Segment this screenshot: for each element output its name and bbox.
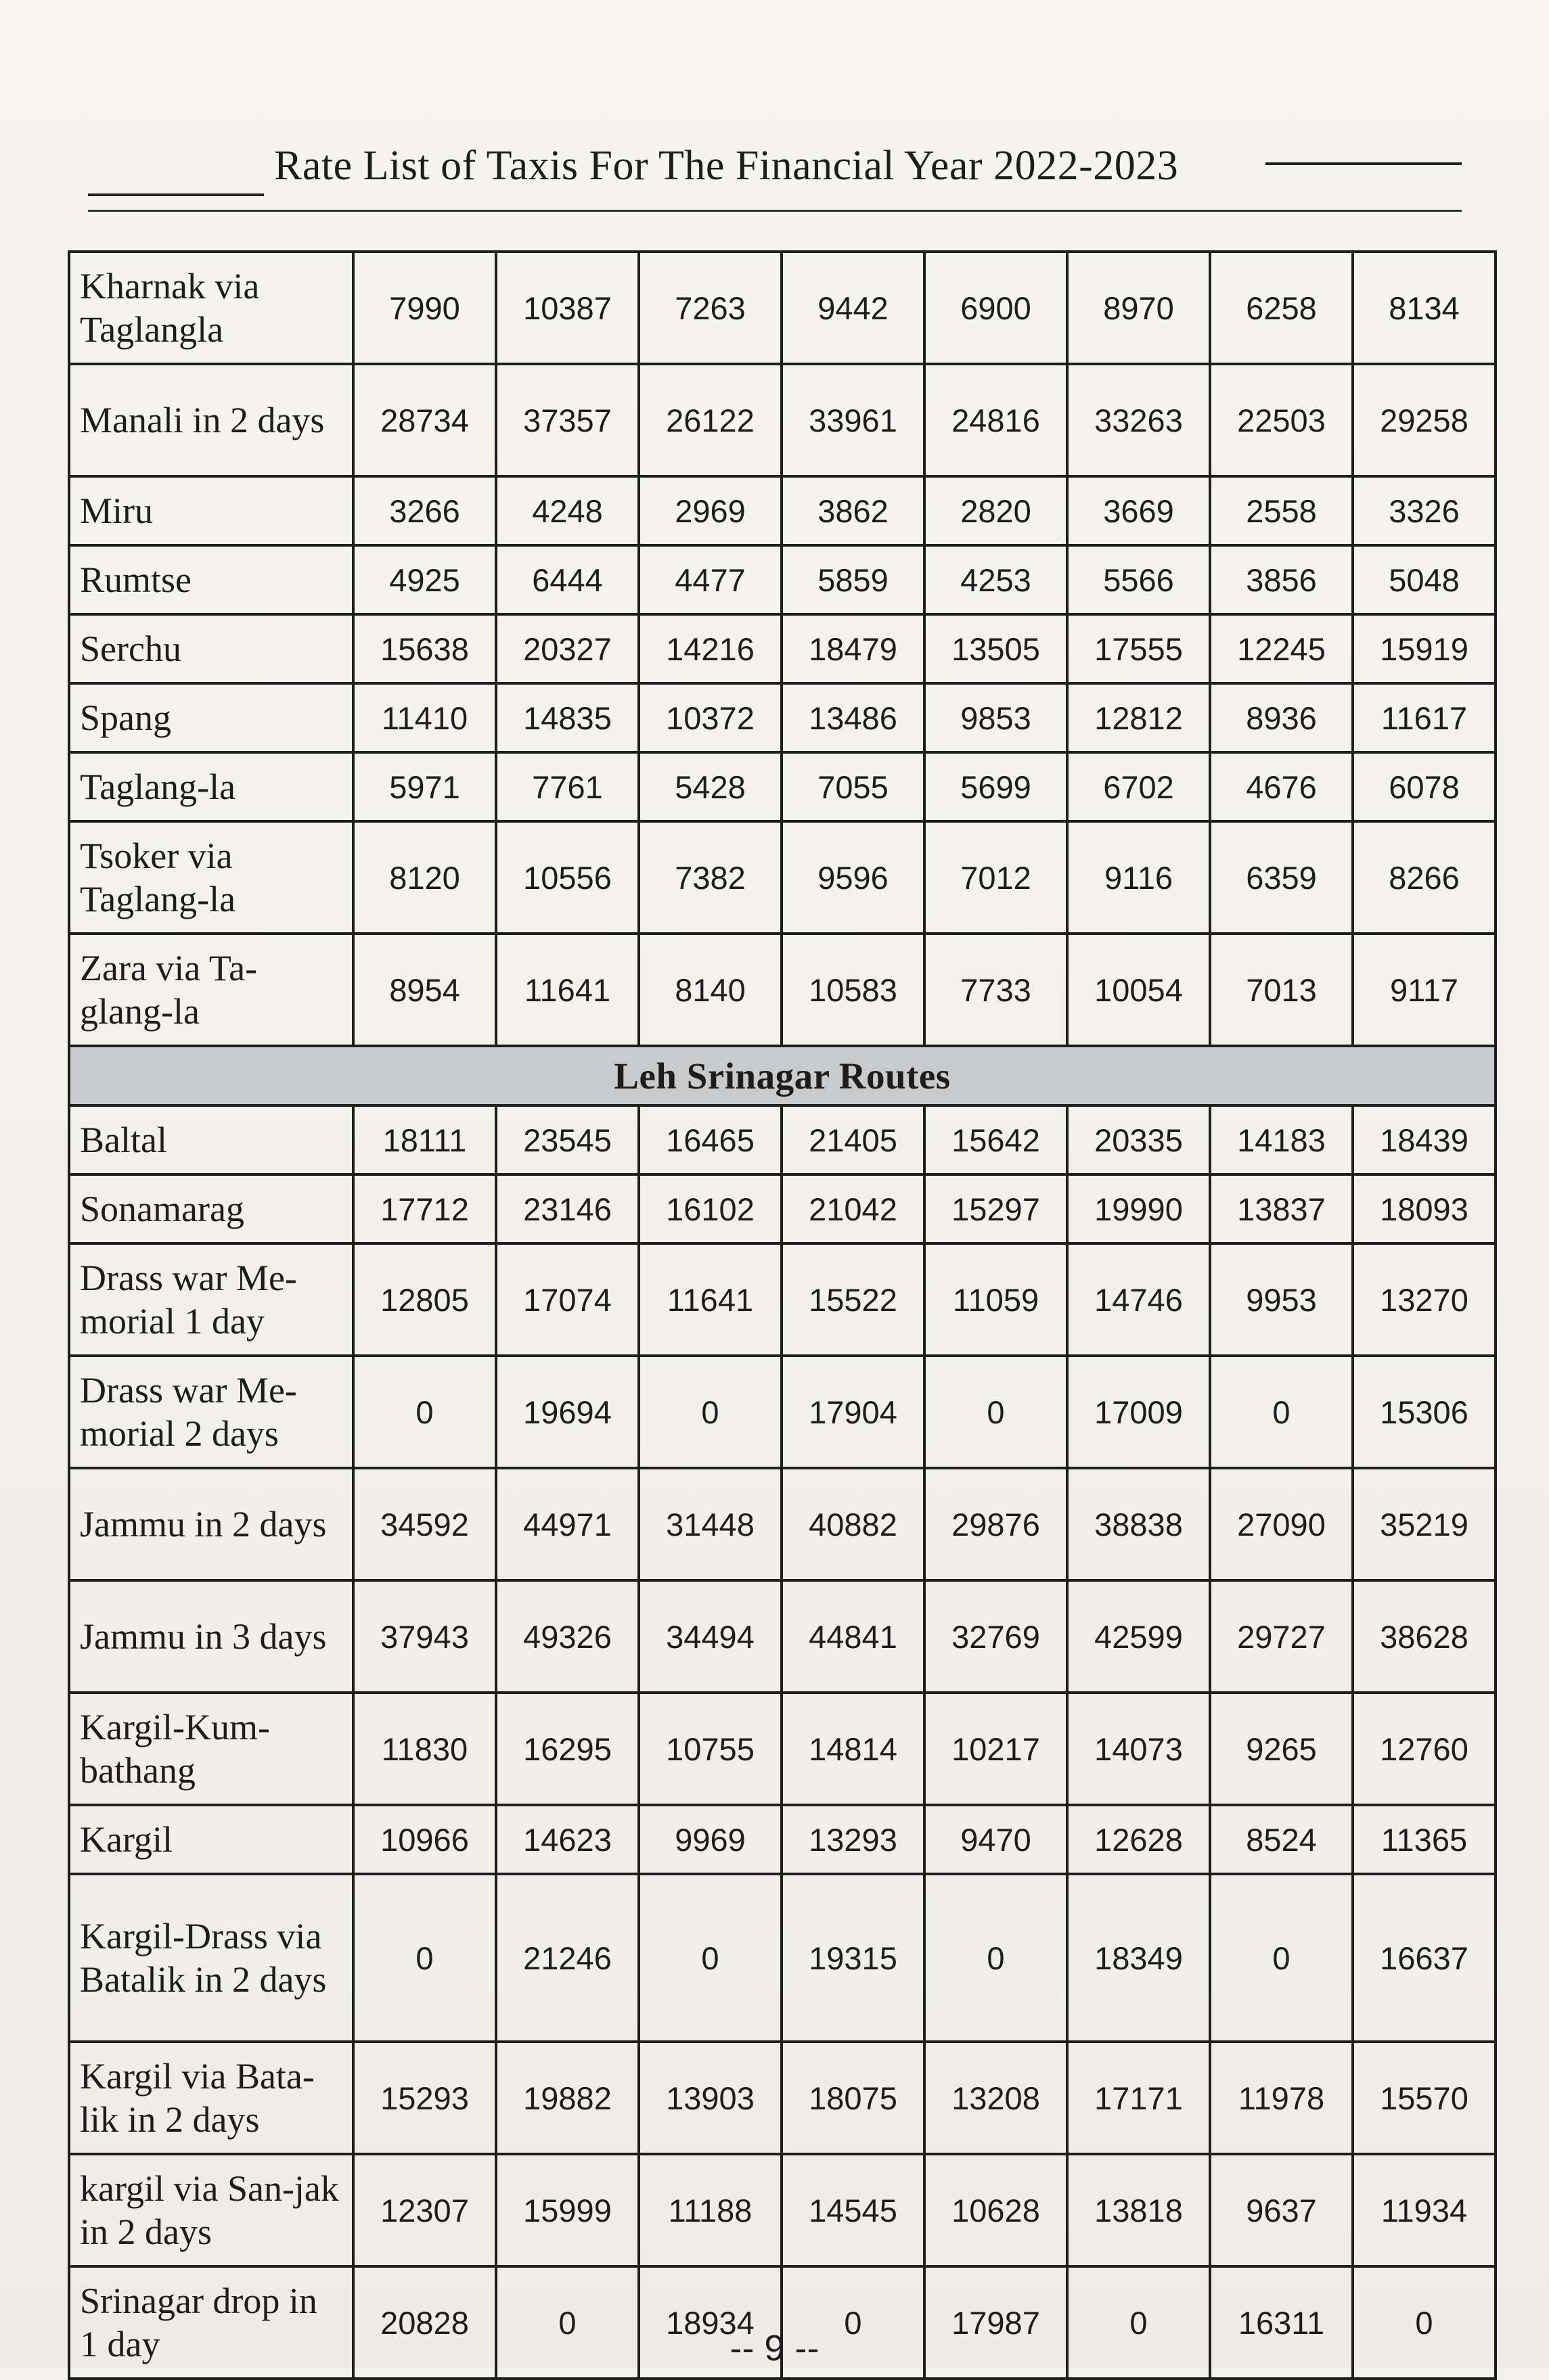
destination-cell: Baltal	[69, 1105, 353, 1174]
table-row	[69, 252, 1496, 364]
rate-cell: 2969	[639, 476, 782, 545]
rate-cell: 24816	[924, 364, 1067, 476]
rate-cell: 10583	[782, 934, 924, 1046]
rate-cell: 7013	[1210, 934, 1353, 1046]
rate-cell: 14746	[1067, 1243, 1210, 1356]
rate-cell: 37357	[496, 364, 639, 476]
rate-cell: 3856	[1210, 545, 1353, 614]
rate-cell: 17904	[782, 1356, 924, 1468]
rate-cell: 10372	[639, 683, 782, 752]
rate-cell: 11617	[1353, 683, 1496, 752]
rate-cell: 19990	[1067, 1174, 1210, 1243]
rate-cell: 15638	[353, 614, 496, 683]
table-row	[69, 1356, 1496, 1468]
table-row	[69, 614, 1496, 683]
rate-cell: 17009	[1067, 1356, 1210, 1468]
rate-cell: 15570	[1353, 2042, 1496, 2154]
rate-cell: 44841	[782, 1580, 924, 1693]
rate-cell: 13270	[1353, 1243, 1496, 1356]
table-row	[69, 364, 1496, 476]
rate-cell: 0	[1210, 1356, 1353, 1468]
rate-cell: 14623	[496, 1805, 639, 1874]
rate-cell: 19315	[782, 1874, 924, 2042]
rate-cell: 4477	[639, 545, 782, 614]
rate-cell: 12628	[1067, 1805, 1210, 1874]
rate-cell: 0	[353, 1356, 496, 1468]
rate-cell: 0	[353, 1874, 496, 2042]
destination-cell: kargil via San-jak in 2 days	[69, 2154, 353, 2266]
rate-cell: 49326	[496, 1580, 639, 1693]
rate-cell: 0	[639, 1356, 782, 1468]
rate-cell: 11059	[924, 1243, 1067, 1356]
rate-cell: 9953	[1210, 1243, 1353, 1356]
rate-cell: 13903	[639, 2042, 782, 2154]
rate-cell: 35219	[1353, 1468, 1496, 1580]
rate-cell: 18439	[1353, 1105, 1496, 1174]
rate-cell: 8936	[1210, 683, 1353, 752]
rate-cell: 13505	[924, 614, 1067, 683]
rate-cell: 5971	[353, 752, 496, 821]
rate-cell: 18349	[1067, 1874, 1210, 2042]
rate-cell: 5566	[1067, 545, 1210, 614]
rate-cell: 15642	[924, 1105, 1067, 1174]
rate-cell: 14183	[1210, 1105, 1353, 1174]
rate-cell: 11641	[639, 1243, 782, 1356]
rate-cell: 27090	[1210, 1468, 1353, 1580]
table-row	[69, 1805, 1496, 1874]
rate-cell: 17074	[496, 1243, 639, 1356]
rate-cell: 8954	[353, 934, 496, 1046]
destination-cell: Jammu in 3 days	[69, 1580, 353, 1693]
rate-cell: 4925	[353, 545, 496, 614]
rate-cell: 13837	[1210, 1174, 1353, 1243]
rate-cell: 0	[1067, 2266, 1210, 2379]
destination-cell: Spang	[69, 683, 353, 752]
rate-cell: 23146	[496, 1174, 639, 1243]
rate-cell: 6359	[1210, 821, 1353, 934]
rate-cell: 15999	[496, 2154, 639, 2266]
rate-cell: 14545	[782, 2154, 924, 2266]
rate-cell: 16102	[639, 1174, 782, 1243]
rate-cell: 9969	[639, 1805, 782, 1874]
destination-cell: Miru	[69, 476, 353, 545]
rate-cell: 10556	[496, 821, 639, 934]
rate-cell: 5699	[924, 752, 1067, 821]
rate-cell: 5428	[639, 752, 782, 821]
section-header-row	[69, 1046, 1496, 1105]
rate-cell: 32769	[924, 1580, 1067, 1693]
rate-cell: 4253	[924, 545, 1067, 614]
rate-cell: 13293	[782, 1805, 924, 1874]
rate-cell: 16465	[639, 1105, 782, 1174]
rate-cell: 11641	[496, 934, 639, 1046]
rate-cell: 7012	[924, 821, 1067, 934]
page-header	[88, 129, 1462, 203]
rate-cell: 19882	[496, 2042, 639, 2154]
destination-cell: Kargil-Kum-bathang	[69, 1693, 353, 1805]
destination-cell: Manali in 2 days	[69, 364, 353, 476]
rate-cell: 13486	[782, 683, 924, 752]
rate-cell: 9442	[782, 252, 924, 364]
rate-cell: 33961	[782, 364, 924, 476]
rate-cell: 0	[1353, 2266, 1496, 2379]
rate-cell: 15919	[1353, 614, 1496, 683]
rate-cell: 8970	[1067, 252, 1210, 364]
rate-cell: 21042	[782, 1174, 924, 1243]
destination-cell: Tsoker via Taglang-la	[69, 821, 353, 934]
section-title: Leh Srinagar Routes	[69, 1046, 1496, 1105]
destination-cell: Taglang-la	[69, 752, 353, 821]
rate-cell: 18093	[1353, 1174, 1496, 1243]
rate-cell: 0	[924, 1356, 1067, 1468]
destination-cell: Drass war Me-morial 2 days	[69, 1356, 353, 1468]
table-row	[69, 1174, 1496, 1243]
rate-cell: 10966	[353, 1805, 496, 1874]
rate-cell: 23545	[496, 1105, 639, 1174]
table-row	[69, 2042, 1496, 2154]
table-row	[69, 2154, 1496, 2266]
rate-cell: 6078	[1353, 752, 1496, 821]
rate-cell: 29258	[1353, 364, 1496, 476]
rate-cell: 0	[924, 1874, 1067, 2042]
rate-cell: 9470	[924, 1805, 1067, 1874]
rate-cell: 10755	[639, 1693, 782, 1805]
destination-cell: Drass war Me-morial 1 day	[69, 1243, 353, 1356]
rate-cell: 16637	[1353, 1874, 1496, 2042]
rate-cell: 8120	[353, 821, 496, 934]
rate-cell: 5048	[1353, 545, 1496, 614]
rate-cell: 8524	[1210, 1805, 1353, 1874]
rate-cell: 22503	[1210, 364, 1353, 476]
rate-cell: 9637	[1210, 2154, 1353, 2266]
rate-cell: 12307	[353, 2154, 496, 2266]
rate-cell: 0	[639, 1874, 782, 2042]
page-number: -- 9 --	[729, 2328, 820, 2368]
rate-cell: 10628	[924, 2154, 1067, 2266]
rate-cell: 40882	[782, 1468, 924, 1580]
rate-cell: 12812	[1067, 683, 1210, 752]
rate-cell: 5859	[782, 545, 924, 614]
rate-cell: 15522	[782, 1243, 924, 1356]
taxi-rate-table	[68, 250, 1497, 2380]
rate-cell: 11830	[353, 1693, 496, 1805]
rate-cell: 0	[1210, 1874, 1353, 2042]
table-row	[69, 1580, 1496, 1693]
table-row	[69, 821, 1496, 934]
header-rule-left	[88, 193, 264, 196]
rate-cell: 7761	[496, 752, 639, 821]
rate-cell: 3326	[1353, 476, 1496, 545]
rate-cell: 34592	[353, 1468, 496, 1580]
rate-cell: 10217	[924, 1693, 1067, 1805]
rate-cell: 21405	[782, 1105, 924, 1174]
rate-cell: 9596	[782, 821, 924, 934]
rate-cell: 15306	[1353, 1356, 1496, 1468]
rate-cell: 20327	[496, 614, 639, 683]
rate-cell: 38628	[1353, 1580, 1496, 1693]
rate-cell: 18934	[639, 2266, 782, 2379]
rate-cell: 4676	[1210, 752, 1353, 821]
rate-cell: 44971	[496, 1468, 639, 1580]
destination-cell: Rumtse	[69, 545, 353, 614]
rate-cell: 12760	[1353, 1693, 1496, 1805]
rate-cell: 7733	[924, 934, 1067, 1046]
rate-cell: 13208	[924, 2042, 1067, 2154]
rate-cell: 3862	[782, 476, 924, 545]
rate-cell: 26122	[639, 364, 782, 476]
rate-cell: 11410	[353, 683, 496, 752]
rate-cell: 31448	[639, 1468, 782, 1580]
destination-cell: Kargil	[69, 1805, 353, 1874]
rate-cell: 11365	[1353, 1805, 1496, 1874]
destination-cell: Kharnak via Taglangla	[69, 252, 353, 364]
rate-cell: 17555	[1067, 614, 1210, 683]
rate-cell: 16311	[1210, 2266, 1353, 2379]
rate-cell: 14814	[782, 1693, 924, 1805]
rate-cell: 29727	[1210, 1580, 1353, 1693]
rate-cell: 3266	[353, 476, 496, 545]
rate-cell: 8266	[1353, 821, 1496, 934]
table-row	[69, 1243, 1496, 1356]
rate-cell: 3669	[1067, 476, 1210, 545]
table-row	[69, 476, 1496, 545]
table-row	[69, 1693, 1496, 1805]
table-row	[69, 1874, 1496, 2042]
rate-cell: 18111	[353, 1105, 496, 1174]
rate-cell: 12245	[1210, 614, 1353, 683]
rate-cell: 11188	[639, 2154, 782, 2266]
rate-cell: 20335	[1067, 1105, 1210, 1174]
rate-cell: 7382	[639, 821, 782, 934]
rate-cell: 0	[782, 2266, 924, 2379]
destination-cell: Kargil via Bata-lik in 2 days	[69, 2042, 353, 2154]
table-row	[69, 752, 1496, 821]
rate-cell: 17987	[924, 2266, 1067, 2379]
destination-cell: Zara via Ta-glang-la	[69, 934, 353, 1046]
rate-cell: 11934	[1353, 2154, 1496, 2266]
rate-cell: 16295	[496, 1693, 639, 1805]
rate-cell: 42599	[1067, 1580, 1210, 1693]
rate-cell: 7990	[353, 252, 496, 364]
destination-cell: Jammu in 2 days	[69, 1468, 353, 1580]
rate-cell: 10054	[1067, 934, 1210, 1046]
rate-cell: 7055	[782, 752, 924, 821]
rate-cell: 0	[496, 2266, 639, 2379]
destination-cell: Kargil-Drass via Batalik in 2 days	[69, 1874, 353, 2042]
destination-cell: Serchu	[69, 614, 353, 683]
rate-cell: 17712	[353, 1174, 496, 1243]
table-row	[69, 1105, 1496, 1174]
rate-cell: 20828	[353, 2266, 496, 2379]
rate-cell: 9265	[1210, 1693, 1353, 1805]
rate-cell: 14073	[1067, 1693, 1210, 1805]
rate-cell: 15297	[924, 1174, 1067, 1243]
rate-cell: 6900	[924, 252, 1067, 364]
rate-cell: 12805	[353, 1243, 496, 1356]
rate-cell: 7263	[639, 252, 782, 364]
rate-cell: 14216	[639, 614, 782, 683]
rate-cell: 6444	[496, 545, 639, 614]
rate-cell: 2558	[1210, 476, 1353, 545]
rate-cell: 9117	[1353, 934, 1496, 1046]
rate-cell: 17171	[1067, 2042, 1210, 2154]
rate-cell: 15293	[353, 2042, 496, 2154]
rate-cell: 13818	[1067, 2154, 1210, 2266]
rate-cell: 33263	[1067, 364, 1210, 476]
rate-cell: 34494	[639, 1580, 782, 1693]
table-row	[69, 934, 1496, 1046]
rate-cell: 11978	[1210, 2042, 1353, 2154]
rate-cell: 4248	[496, 476, 639, 545]
rate-cell: 8140	[639, 934, 782, 1046]
rate-cell: 2820	[924, 476, 1067, 545]
destination-cell: Srinagar drop in 1 day	[69, 2266, 353, 2379]
rate-cell: 18479	[782, 614, 924, 683]
rate-cell: 37943	[353, 1580, 496, 1693]
header-rule-right	[1265, 162, 1462, 165]
destination-cell: Sonamarag	[69, 1174, 353, 1243]
rate-cell: 19694	[496, 1356, 639, 1468]
rate-cell: 14835	[496, 683, 639, 752]
page-title: Rate List of Taxis For The Financial Year 2022-2023	[274, 143, 1179, 189]
table-row	[69, 545, 1496, 614]
rate-table-container	[68, 250, 1496, 2380]
table-row	[69, 1468, 1496, 1580]
rate-cell: 29876	[924, 1468, 1067, 1580]
rate-cell: 6702	[1067, 752, 1210, 821]
table-row	[69, 683, 1496, 752]
header-underline	[88, 210, 1462, 212]
rate-cell: 10387	[496, 252, 639, 364]
rate-cell: 28734	[353, 364, 496, 476]
rate-cell: 8134	[1353, 252, 1496, 364]
rate-cell: 38838	[1067, 1468, 1210, 1580]
rate-cell: 9116	[1067, 821, 1210, 934]
rate-cell: 9853	[924, 683, 1067, 752]
rate-cell: 21246	[496, 1874, 639, 2042]
rate-cell: 18075	[782, 2042, 924, 2154]
rate-cell: 6258	[1210, 252, 1353, 364]
